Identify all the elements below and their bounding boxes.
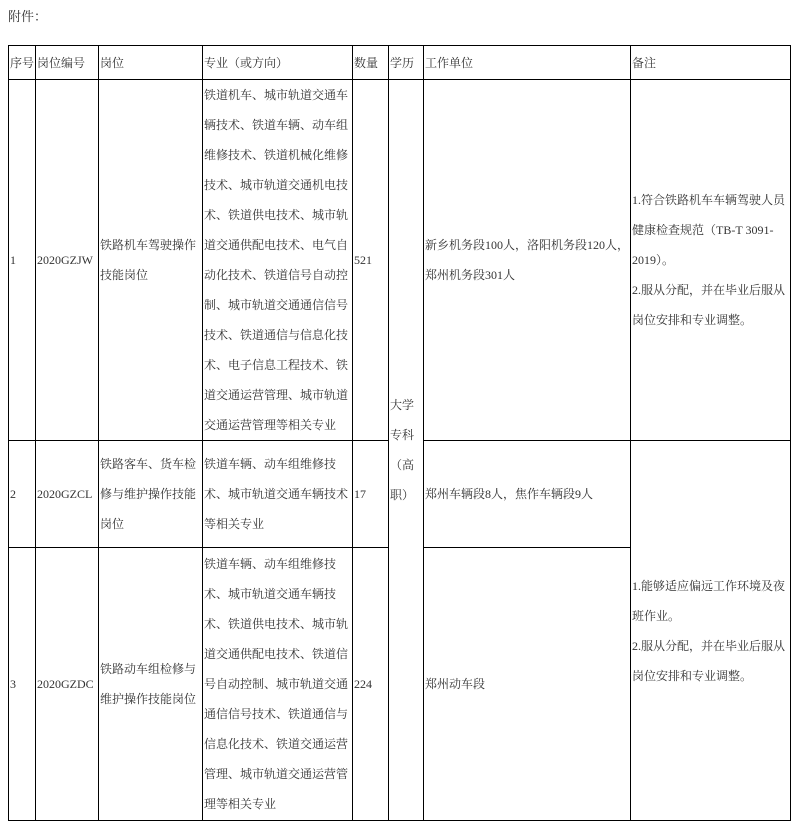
header-education: 学历 bbox=[389, 46, 424, 80]
cell-work-unit: 新乡机务段100人，洛阳机务段120人，郑州机务段301人 bbox=[424, 80, 631, 441]
table-row bbox=[9, 80, 791, 441]
cell-education: 大学专科（高职） bbox=[389, 80, 424, 821]
header-position-code: 岗位编号 bbox=[36, 46, 99, 80]
header-work-unit: 工作单位 bbox=[424, 46, 631, 80]
cell-position: 铁路机车驾驶操作技能岗位 bbox=[99, 80, 203, 441]
cell-work-unit: 郑州车辆段8人，焦作车辆段9人 bbox=[424, 441, 631, 548]
cell-position-code: 2020GZDC bbox=[36, 548, 99, 821]
cell-notes bbox=[631, 441, 791, 821]
cell-position: 铁路客车、货车检修与维护操作技能岗位 bbox=[99, 441, 203, 548]
cell-position-code: 2020GZCL bbox=[36, 441, 99, 548]
header-major: 专业（或方向） bbox=[203, 46, 353, 80]
cell-index: 2 bbox=[9, 441, 36, 548]
header-count: 数量 bbox=[353, 46, 389, 80]
header-notes: 备注 bbox=[631, 46, 791, 80]
note-item: 2.服从分配，并在毕业后服从岗位安排和专业调整。 bbox=[632, 283, 786, 327]
cell-index: 3 bbox=[9, 548, 36, 821]
note-item: 1.符合铁路机车车辆驾驶人员健康检查规范（TB-T 3091-2019）。 bbox=[632, 193, 786, 267]
cell-work-unit: 郑州动车段 bbox=[424, 548, 631, 821]
cell-notes bbox=[631, 80, 791, 441]
cell-count: 521 bbox=[353, 80, 389, 441]
cell-major: 铁道车辆、动车组维修技术、城市轨道交通车辆技术等相关专业 bbox=[203, 441, 353, 548]
cell-position-code: 2020GZJW bbox=[36, 80, 99, 441]
recruitment-table bbox=[8, 45, 791, 821]
cell-count: 224 bbox=[353, 548, 389, 821]
cell-index: 1 bbox=[9, 80, 36, 441]
note-item: 1.能够适应偏远工作环境及夜班作业。 bbox=[632, 578, 786, 623]
cell-count: 17 bbox=[353, 441, 389, 548]
table-header-row bbox=[9, 46, 791, 80]
note-item: 2.服从分配，并在毕业后服从岗位安排和专业调整。 bbox=[632, 638, 786, 683]
header-position: 岗位 bbox=[99, 46, 203, 80]
cell-major: 铁道车辆、动车组维修技术、城市轨道交通车辆技术、铁道供电技术、城市轨道交通供配电技术、铁道信号自动控制、城市轨道交通通信信号技术、铁道通信与信息化技术、铁道交通运营管理、城市轨道交通运营管理等相关专业 bbox=[203, 548, 353, 821]
attachment-label: 附件： bbox=[8, 9, 48, 24]
cell-position: 铁路动车组检修与维护操作技能岗位 bbox=[99, 548, 203, 821]
cell-major: 铁道机车、城市轨道交通车辆技术、铁道车辆、动车组维修技术、铁道机械化维修技术、城市轨道交通机电技术、铁道供电技术、城市轨道交通供配电技术、电气自动化技术、铁道信号自动控制、城市轨道交通通信信号技术、铁道通信与信息化技术、电子信息工程技术、铁道交通运营管理、城市轨道交通运营管理等相关专业 bbox=[203, 80, 353, 441]
header-index: 序号 bbox=[9, 46, 36, 80]
